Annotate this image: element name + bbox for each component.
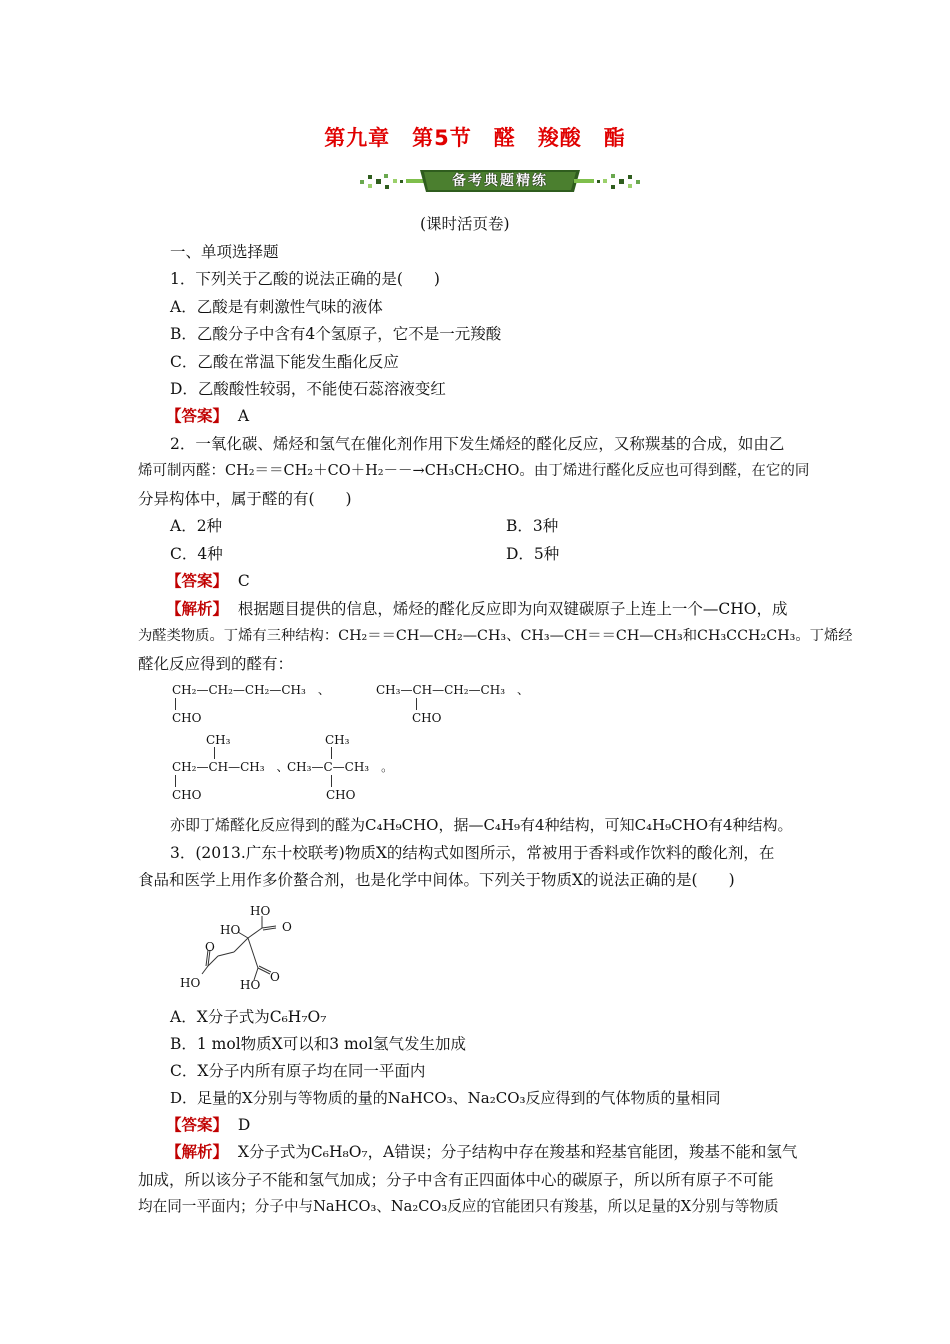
- structure-2-chain: CH₃—CH—CH₂—CH₃ 、: [376, 683, 530, 697]
- q1-answer: [166, 406, 249, 426]
- page-title: 第九章 第5节 醛 羧酸 酯: [324, 126, 626, 150]
- q1-option-b: B．乙酸分子中含有4个氢原子，它不是一元羧酸: [170, 325, 502, 343]
- structure-4-chain: CH₃—C—CH₃ 。: [287, 760, 394, 774]
- structure-1-chain: CH₂—CH₂—CH₂—CH₃ 、: [172, 683, 330, 697]
- q2-option-b: B．3种: [506, 517, 559, 535]
- answer-tag: 【答案】: [166, 571, 229, 590]
- structure-4-bond: [331, 775, 332, 787]
- q3-answer: [166, 1115, 250, 1135]
- analysis-tag: 【解析】: [166, 1142, 229, 1161]
- q3-option-c: C．X分子内所有原子均在同一平面内: [170, 1062, 426, 1080]
- structure-3-bond-top: [214, 747, 215, 759]
- structure-3-chain: CH₂—CH—CH₃ 、: [172, 760, 289, 774]
- q2-analysis-line1: [166, 599, 787, 619]
- structure-3-bond: [175, 775, 176, 787]
- struct-label-ho-bottom: HO: [240, 978, 261, 992]
- structure-4-cho: CHO: [326, 788, 356, 802]
- q3-analysis-line3: 均在同一平面内；分子中与NaHCO₃、Na₂CO₃反应的官能团只有羧基，所以足量的X分别与等物质: [138, 1198, 779, 1215]
- banner-label: 备考典题精练: [452, 173, 548, 189]
- section-heading: 一、单项选择题: [170, 243, 279, 261]
- q2-stem-line2: 烯可制丙醛：CH₂＝＝CH₂＋CO＋H₂－－→CH₃CH₂CHO。由丁烯进行醛化反应也可得到醛，在它的同: [138, 463, 810, 479]
- struct-label-ho-center: HO: [220, 923, 241, 937]
- struct-label-ho-top: HO: [250, 904, 271, 918]
- q3-answer-value: D: [237, 1116, 251, 1134]
- struct-label-o-top: O: [282, 920, 292, 934]
- q1-option-a: A．乙酸是有刺激性气味的液体: [170, 298, 383, 316]
- q3-stem-line2: 食品和医学上用作多价螯合剂，也是化学中间体。下列关于物质X的说法正确的是( ): [138, 871, 735, 889]
- structure-4-bond-top: [331, 747, 332, 759]
- q1-option-c: C．乙酸在常温下能发生酯化反应: [170, 353, 399, 371]
- subtitle: (课时活页卷): [420, 215, 510, 233]
- structure-3-cho: CHO: [172, 788, 202, 802]
- q1-option-d: D．乙酸酸性较弱，不能使石蕊溶液变红: [170, 380, 446, 398]
- q1-answer-value: A: [237, 407, 250, 425]
- q2-analysis-line3: 醛化反应得到的醛有：: [138, 655, 294, 673]
- q3-analysis-line1: [166, 1142, 797, 1162]
- structure-1-cho: CHO: [172, 711, 202, 725]
- q2-stem-line1: 2．一氧化碳、烯烃和氢气在催化剂作用下发生烯烃的醛化反应，又称羰基的合成，如由乙: [170, 435, 785, 453]
- struct-label-o-bottom: O: [270, 970, 280, 984]
- structure-3-methyl: CH₃: [206, 733, 231, 747]
- section-banner: [358, 168, 642, 194]
- q3-option-d: D．足量的X分别与等物质的量的NaHCO₃、Na₂CO₃反应得到的气体物质的量相同: [170, 1089, 721, 1107]
- q2-analysis-text: 根据题目提供的信息，烯烃的醛化反应即为向双键碳原子上连上一个—CHO，成: [237, 600, 788, 618]
- q3-analysis-text: X分子式为C₆H₈O₇，A错误；分子结构中存在羧基和羟基官能团，羧基不能和氢气: [237, 1143, 798, 1161]
- q2-option-c: C．4种: [170, 545, 223, 563]
- struct-label-ho-left: HO: [180, 976, 201, 990]
- answer-tag: 【答案】: [166, 1115, 229, 1134]
- structure-1-bond: [175, 698, 176, 710]
- q3-analysis-line2: 加成，所以该分子不能和氢气加成；分子中含有正四面体中心的碳原子，所以所有原子不可能: [138, 1171, 774, 1189]
- struct-label-o-left: O: [205, 940, 215, 954]
- analysis-tag: 【解析】: [166, 599, 229, 618]
- structure-2-bond: [416, 698, 417, 710]
- structure-4-methyl: CH₃: [325, 733, 350, 747]
- q2-conclusion: 亦即丁烯醛化反应得到的醛为C₄H₉CHO，据—C₄H₉有4种结构，可知C₄H₉CHO有4种结构。: [170, 816, 793, 834]
- q3-option-a: A．X分子式为C₆H₇O₇: [170, 1008, 327, 1026]
- q2-answer: [166, 571, 250, 591]
- q2-stem-line3: 分异构体中，属于醛的有( ): [138, 490, 352, 508]
- q2-option-a: A．2种: [170, 517, 223, 535]
- q3-option-b: B．1 mol物质X可以和3 mol氢气发生加成: [170, 1035, 466, 1053]
- q1-stem: 1．下列关于乙酸的说法正确的是( ): [170, 270, 440, 288]
- q2-analysis-line2: 为醛类物质。丁烯有三种结构：CH₂＝＝CH—CH₂—CH₃、CH₃—CH＝＝CH—CH₃和CH₃CCH₂CH₃。丁烯经: [138, 628, 853, 644]
- q2-option-d: D．5种: [506, 545, 560, 563]
- q2-answer-value: C: [237, 572, 250, 590]
- q3-stem-line1: 3．(2013.广东十校联考)物质X的结构式如图所示，常被用于香料或作饮料的酸化剂，在: [170, 844, 775, 862]
- answer-tag: 【答案】: [166, 406, 229, 425]
- structure-2-cho: CHO: [412, 711, 442, 725]
